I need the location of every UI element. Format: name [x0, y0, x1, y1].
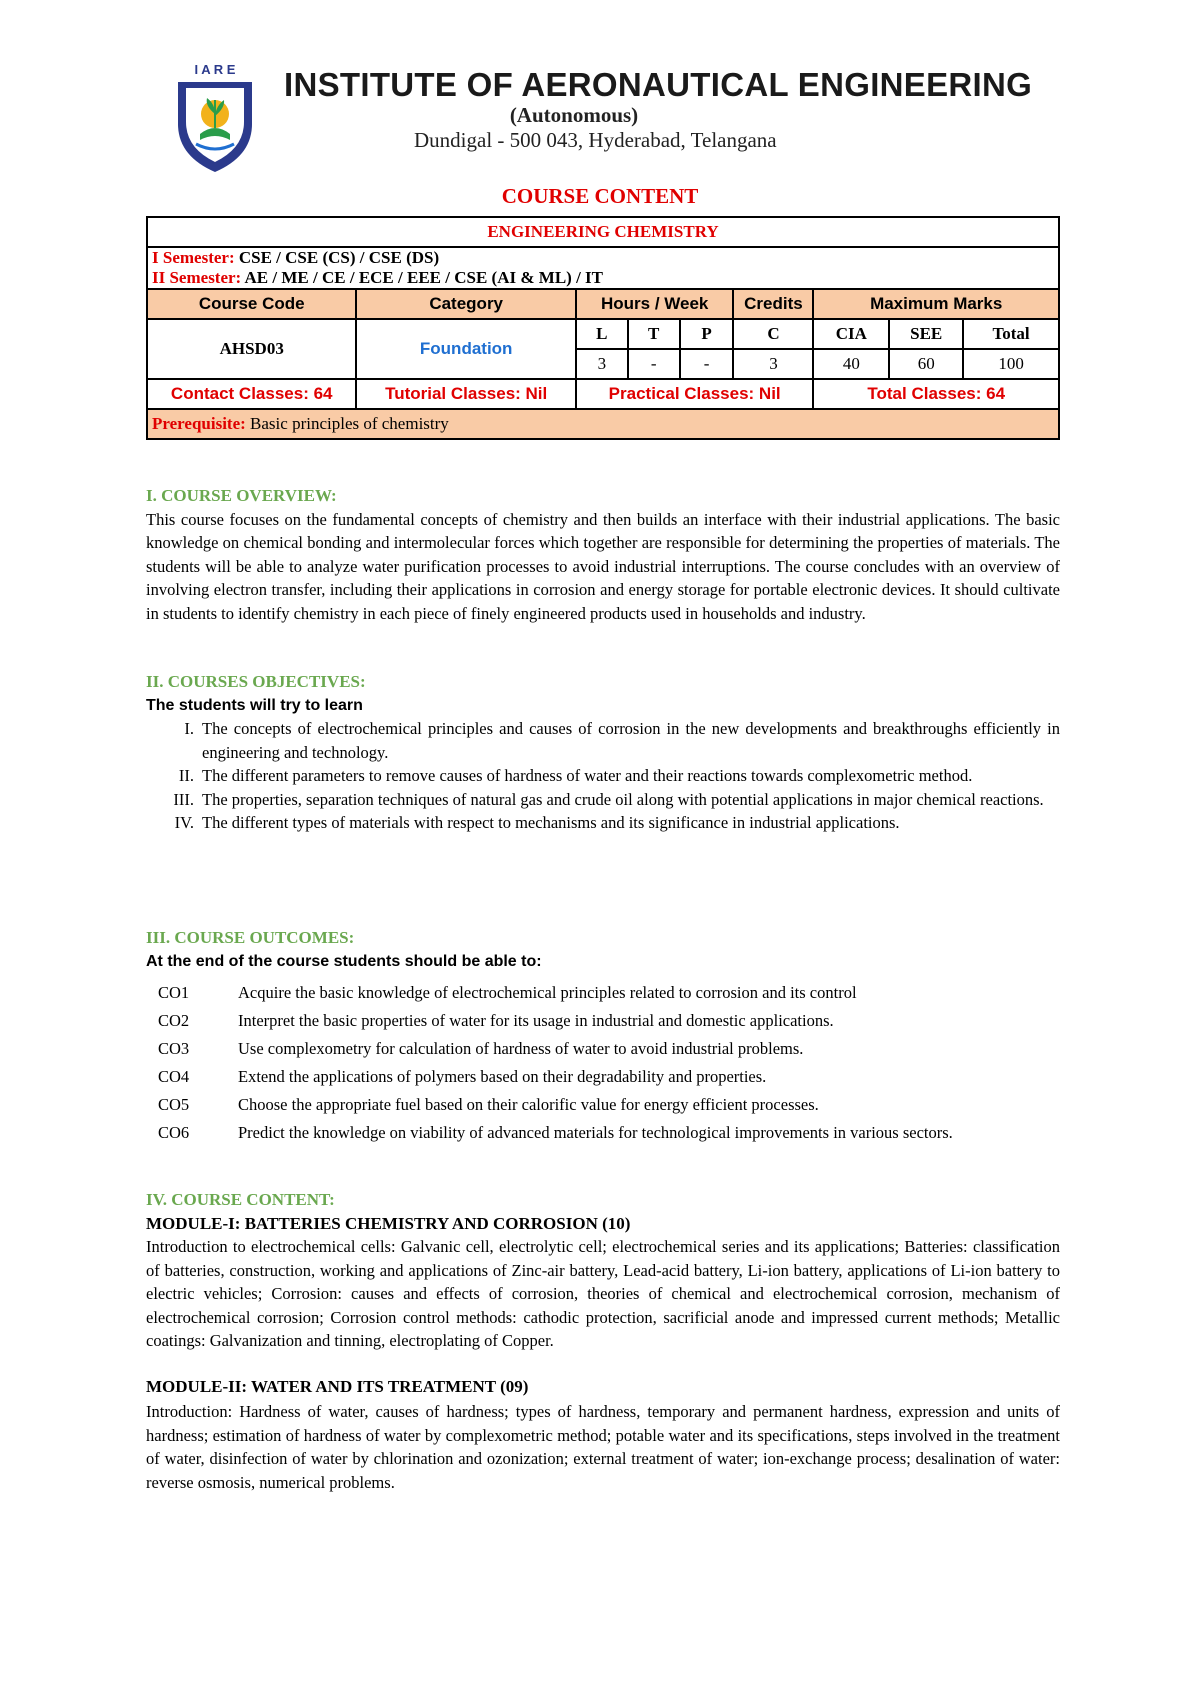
institute-autonomous: (Autonomous): [509, 103, 639, 127]
outcome-row: [146, 981, 1060, 1009]
objective-text: The different parameters to remove causes of hardness of water and their reactions towards complexometric method.: [202, 766, 973, 785]
institute-address: Dundigal - 500 043, Hyderabad, Telangana: [414, 128, 777, 152]
outcome-code: CO1: [158, 983, 190, 1002]
objective-item: [146, 811, 1060, 835]
module-2-text: Introduction: Hardness of water, causes of hardness; types of hardness, temporary and permanent hardness, expression and units of hardness; estimation of hardness of water by complexometric method; potable water and its specifications, steps involved in the treatment of water, disinfection of water by chlorination and ozonization; external treatment of water; ion-exchange process; desalination of water: reverse osmosis, numerical problems.: [146, 1402, 1060, 1492]
sem1-label: I Semester:: [152, 248, 235, 267]
outcome-text: Extend the applications of polymers based on their degradability and properties.: [238, 1067, 767, 1086]
semester-cell: [147, 247, 1059, 289]
sub-header-see: SEE: [889, 319, 963, 349]
objective-text: The concepts of electrochemical principles and causes of corrosion in the new developments and breakthroughs efficiently in engineering and technology.: [202, 719, 1060, 762]
objectives-intro: The students will try to learn: [146, 696, 363, 714]
total-classes: Total Classes: 64: [813, 379, 1059, 409]
value-l: 3: [576, 349, 628, 379]
value-t: -: [628, 349, 680, 379]
semester-row: [147, 247, 1059, 289]
value-p: -: [680, 349, 734, 379]
outcome-row: [146, 1093, 1060, 1121]
sub-header-row: [147, 319, 1059, 349]
header-max-marks: Maximum Marks: [813, 289, 1059, 319]
prerequisite-value: Basic principles of chemistry: [250, 414, 449, 433]
value-cia: 40: [813, 349, 889, 379]
institute-header: [160, 50, 1160, 180]
content-heading: IV. COURSE CONTENT:: [146, 1190, 335, 1209]
sem2-label: II Semester:: [152, 268, 242, 287]
outcome-text: Choose the appropriate fuel based on their calorific value for energy efficient processes.: [238, 1095, 819, 1114]
objective-item: [146, 717, 1060, 764]
document-title: COURSE CONTENT: [501, 184, 699, 208]
course-info-table: [146, 216, 1060, 440]
table-header-row: [147, 289, 1059, 319]
objective-item: [146, 764, 1060, 788]
sub-header-c: C: [733, 319, 813, 349]
outcome-code: CO5: [158, 1095, 190, 1114]
course-overview-section: [146, 484, 1060, 625]
sem2-value: AE / ME / CE / ECE / EEE / CSE (AI & ML) / IT: [244, 268, 603, 287]
outcomes-intro: At the end of the course students should be able to:: [146, 952, 542, 970]
outcome-code: CO3: [158, 1039, 190, 1058]
outcome-code: CO2: [158, 1011, 190, 1030]
outcome-row: [146, 1065, 1060, 1093]
value-total: 100: [963, 349, 1059, 379]
classes-row: [147, 379, 1059, 409]
outcome-text: Predict the knowledge on viability of advanced materials for technological improvements in various sectors.: [238, 1123, 953, 1142]
module-1-title: MODULE-I: BATTERIES CHEMISTRY AND CORROSION (10): [146, 1213, 631, 1233]
outcome-code: CO4: [158, 1067, 190, 1086]
logo-letters: I A R E: [194, 62, 236, 77]
module-1-text: Introduction to electrochemical cells: Galvanic cell, electrolytic cell; electrochemical series and its applications; Batteries: classification of batteries, construction, working and applications of Zinc-air battery, Lead-acid battery, Li-ion battery, applications of Li-ion battery to electric vehicles; Corrosion: causes and effects of corrosion, theories of chemical and electrochemical corrosion, mechanism of electrochemical corrosion; Corrosion control methods: cathodic protection, sacrificial anode and impressed current methods; Metallic coatings: Galvanization and tinning, electroplating of Copper.: [146, 1237, 1060, 1350]
sub-header-p: P: [680, 319, 734, 349]
objective-text: The properties, separation techniques of natural gas and crude oil along with potential applications in major chemical reactions.: [202, 789, 1044, 809]
objectives-list: [146, 717, 1060, 835]
outcome-text: Use complexometry for calculation of hardness of water to avoid industrial problems.: [238, 1039, 804, 1058]
institute-name: INSTITUTE OF AERONAUTICAL ENGINEERING: [284, 66, 1033, 103]
course-title: ENGINEERING CHEMISTRY: [147, 217, 1059, 247]
sem1-value: CSE / CSE (CS) / CSE (DS): [238, 248, 440, 267]
header-hours-week: Hours / Week: [576, 289, 734, 319]
outcome-text: Acquire the basic knowledge of electrochemical principles related to corrosion and its control: [238, 983, 857, 1002]
overview-text: This course focuses on the fundamental concepts of chemistry and then builds an interface with their industrial applications. The basic knowledge on chemical bonding and intermolecular forces which together are responsible for determining the properties of materials. The students will be able to analyze water purification processes to avoid industrial interruptions. The course concludes with an overview of involving electron transfer, including their applications in corrosion and energy storage for portable electronic devices. It should cultivate in students to identify chemistry in each piece of finely engineered products used in households and industry.: [146, 509, 1060, 623]
tutorial-classes: Tutorial Classes: Nil: [356, 379, 575, 409]
outcome-text: Interpret the basic properties of water for its usage in industrial and domestic applications.: [238, 1011, 834, 1030]
value-c: 3: [733, 349, 813, 379]
outcome-row: [146, 1121, 1060, 1149]
objective-number: II.: [178, 766, 194, 785]
category-value: Foundation: [356, 319, 575, 379]
objective-text: The different types of materials with respect to mechanisms and its significance in industrial applications.: [202, 813, 900, 832]
prerequisite-label: Prerequisite:: [152, 414, 246, 433]
objective-number: I.: [184, 719, 194, 738]
outcome-row: [146, 1009, 1060, 1037]
module-2-title: MODULE-II: WATER AND ITS TREATMENT (09): [146, 1376, 529, 1396]
course-objectives-section: [146, 670, 1060, 835]
sub-header-t: T: [628, 319, 680, 349]
sub-header-total: Total: [963, 319, 1059, 349]
course-code-value: AHSD03: [147, 319, 356, 379]
objectives-heading: II. COURSES OBJECTIVES:: [146, 672, 366, 691]
outcome-code: CO6: [158, 1123, 190, 1142]
header-credits: Credits: [733, 289, 813, 319]
course-outcomes-section: [146, 926, 1060, 1149]
iare-logo: [160, 58, 270, 178]
contact-classes: Contact Classes: 64: [147, 379, 356, 409]
value-see: 60: [889, 349, 963, 379]
sub-header-l: L: [576, 319, 628, 349]
practical-classes: Practical Classes: Nil: [576, 379, 814, 409]
course-content-section: [146, 1188, 1060, 1494]
header-category: Category: [356, 289, 575, 319]
header-course-code: Course Code: [147, 289, 356, 319]
objective-number: IV.: [174, 813, 194, 832]
prerequisite-row: [147, 409, 1059, 439]
objective-item: [146, 788, 1060, 812]
objective-number: III.: [173, 789, 194, 809]
sub-header-cia: CIA: [813, 319, 889, 349]
outcomes-heading: III. COURSE OUTCOMES:: [146, 928, 355, 947]
prerequisite-cell: [147, 409, 1059, 439]
outcome-row: [146, 1037, 1060, 1065]
course-title-row: [147, 217, 1059, 247]
overview-heading: I. COURSE OVERVIEW:: [146, 486, 337, 505]
